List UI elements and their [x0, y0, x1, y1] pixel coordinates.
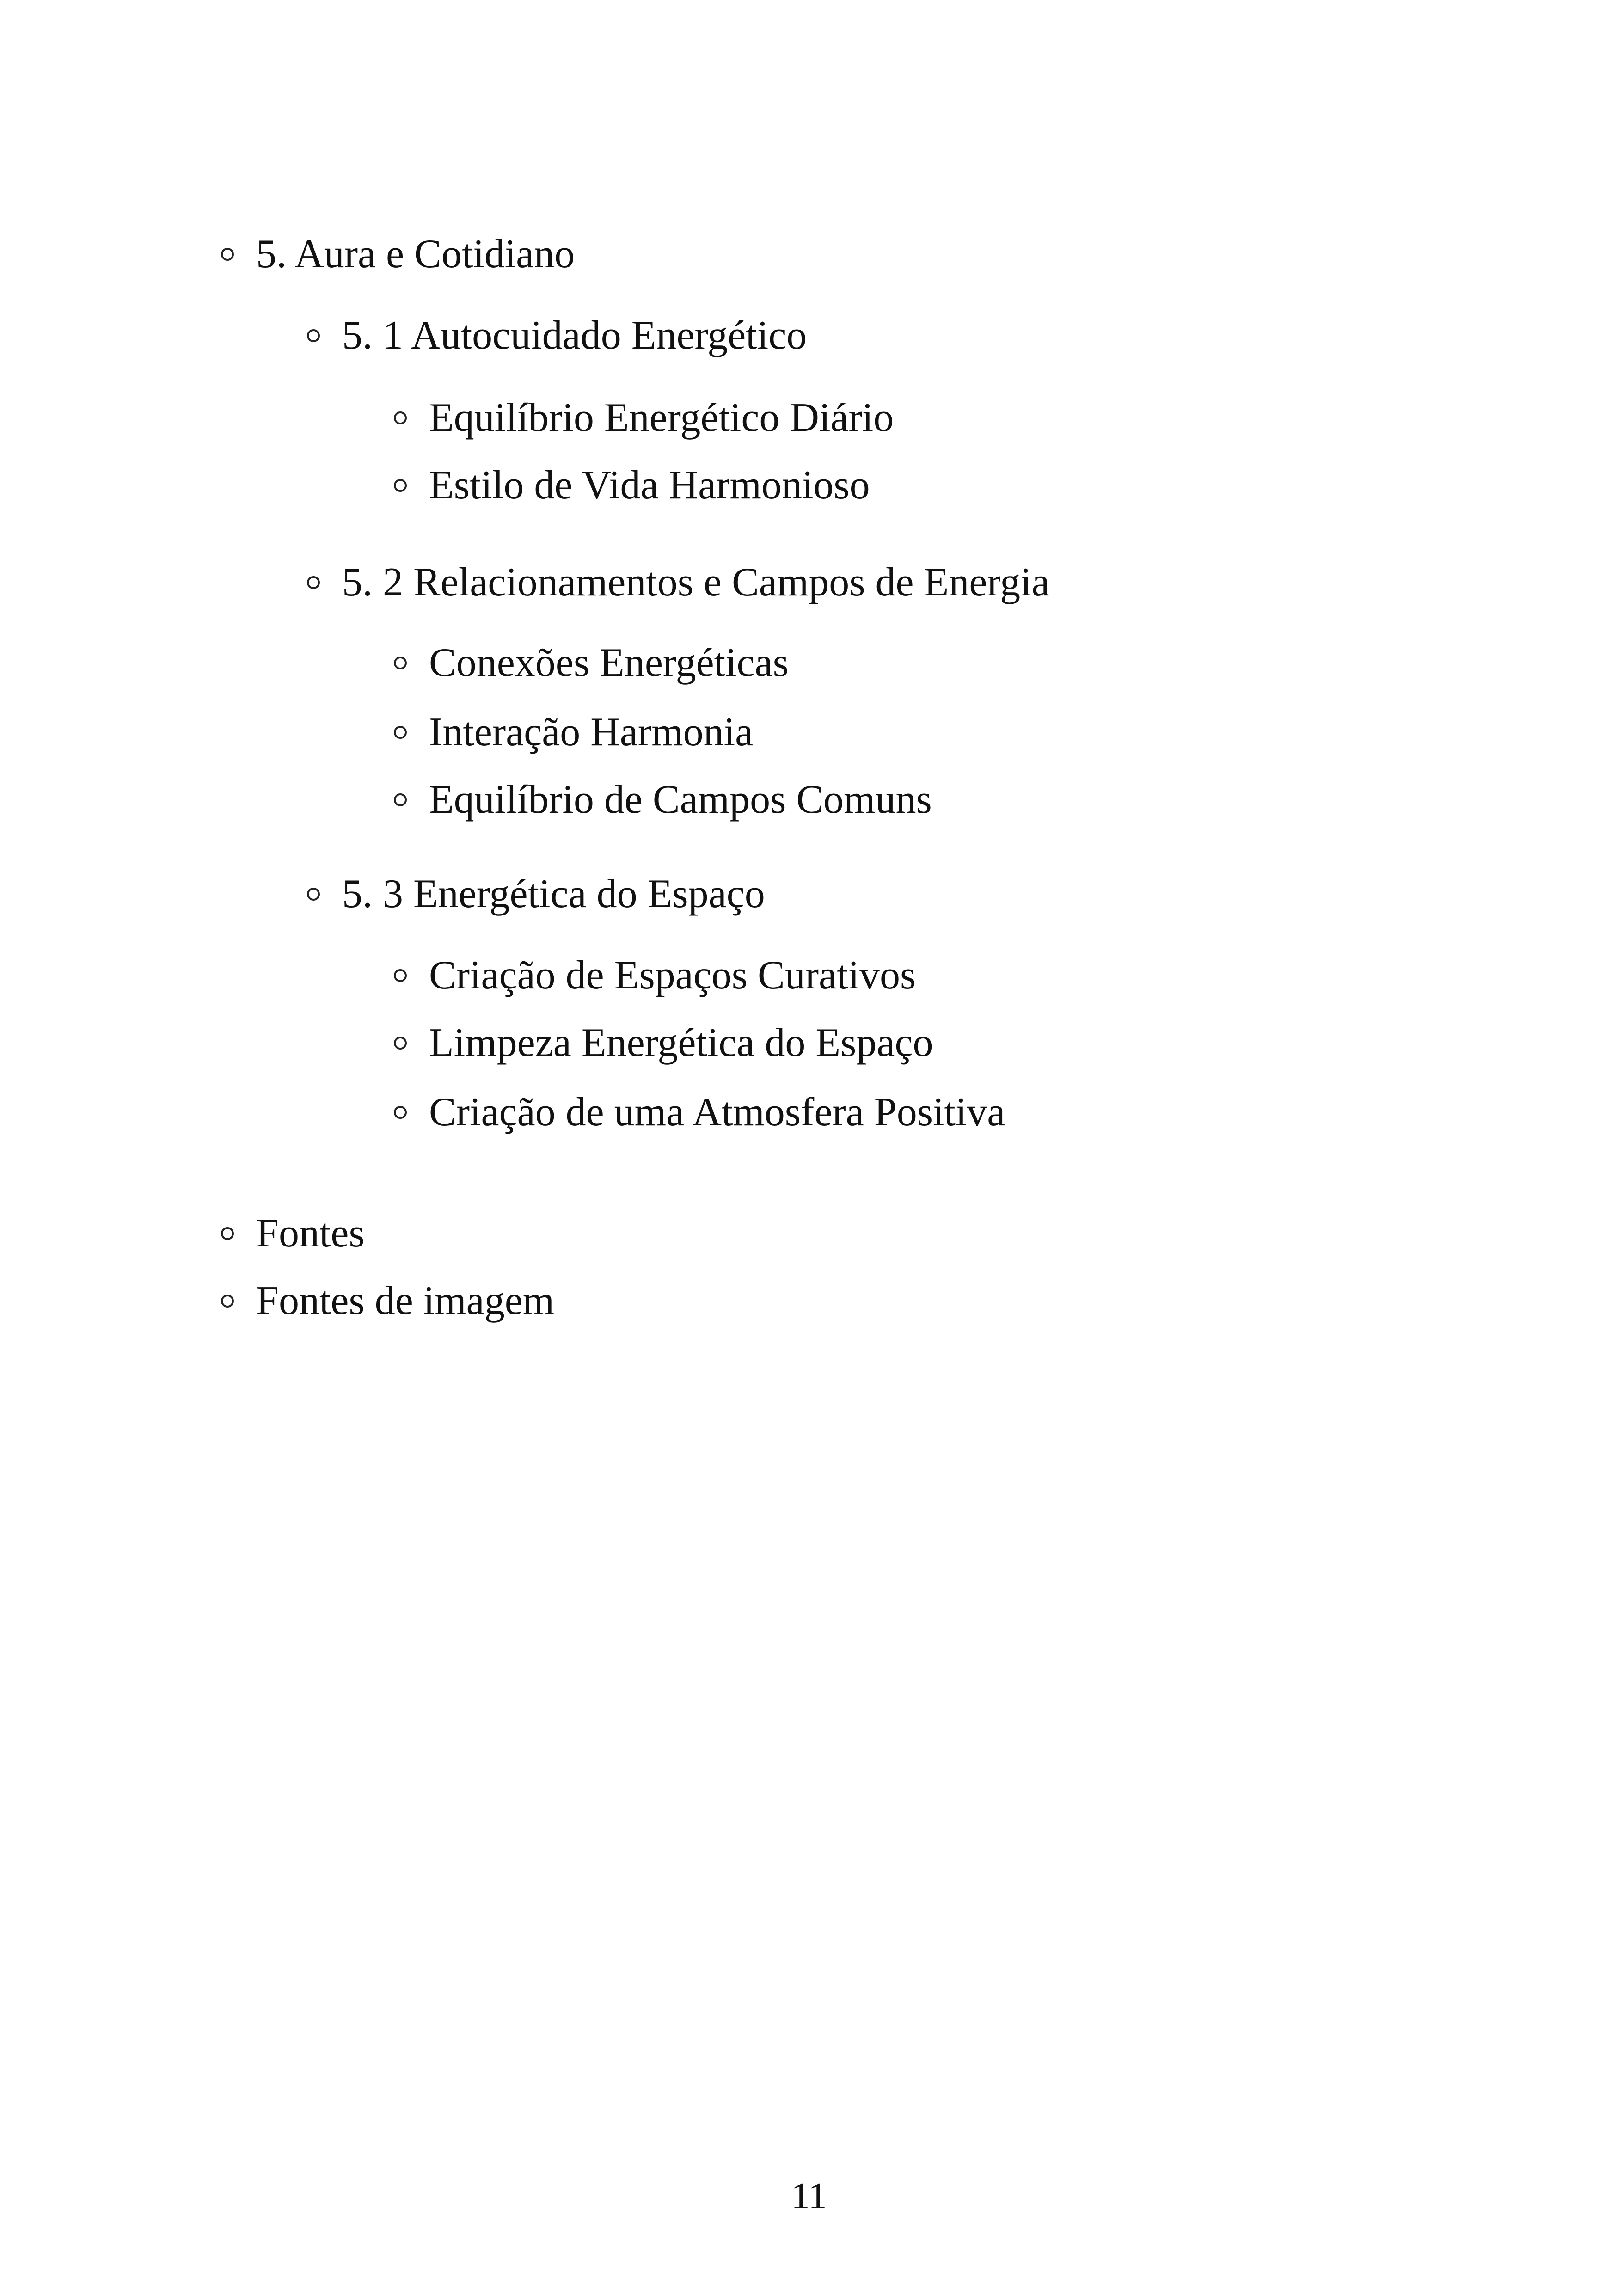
toc-entry-item[interactable]: [394, 777, 932, 823]
circle-bullet-icon: [394, 969, 407, 982]
toc-entry-label: Criação de Espaços Curativos: [429, 953, 916, 998]
circle-bullet-icon: [394, 411, 407, 424]
toc-entry-label: Equilíbrio de Campos Comuns: [429, 777, 932, 822]
toc-entry-label: Interação Harmonia: [429, 710, 754, 755]
toc-entry-label: 5. 2 Relacionamentos e Campos de Energia: [342, 560, 1050, 605]
circle-bullet-icon: [394, 657, 407, 669]
circle-bullet-icon: [394, 1037, 407, 1050]
page-number: 11: [791, 2176, 827, 2216]
toc-entry-item[interactable]: [394, 952, 916, 999]
toc-entry-section-5[interactable]: [221, 231, 575, 277]
toc-entry-label: Equilíbrio Energético Diário: [429, 395, 894, 440]
circle-bullet-icon: [307, 576, 320, 589]
toc-entry-label: Fontes: [256, 1211, 365, 1256]
toc-entry-section-5-2[interactable]: [307, 559, 1050, 606]
toc-entry-sources[interactable]: [221, 1210, 365, 1257]
circle-bullet-icon: [307, 888, 320, 901]
circle-bullet-icon: [394, 726, 407, 739]
circle-bullet-icon: [394, 479, 407, 492]
toc-entry-label: Conexões Energéticas: [429, 640, 789, 685]
toc-entry-item[interactable]: [394, 640, 789, 686]
toc-entry-label: Fontes de imagem: [256, 1278, 555, 1323]
circle-bullet-icon: [394, 1106, 407, 1119]
circle-bullet-icon: [394, 793, 407, 806]
toc-entry-item[interactable]: [394, 1089, 1005, 1136]
toc-entry-item[interactable]: [394, 462, 870, 509]
toc-entry-label: Limpeza Energética do Espaço: [429, 1020, 933, 1065]
toc-entry-label: 5. Aura e Cotidiano: [256, 232, 575, 276]
circle-bullet-icon: [221, 1295, 234, 1308]
toc-entry-label: Criação de uma Atmosfera Positiva: [429, 1090, 1005, 1135]
toc-entry-section-5-1[interactable]: [307, 313, 807, 359]
circle-bullet-icon: [221, 1227, 234, 1240]
circle-bullet-icon: [307, 329, 320, 342]
toc-entry-image-sources[interactable]: [221, 1278, 554, 1324]
toc-entry-item[interactable]: [394, 395, 894, 441]
toc-entry-label: 5. 3 Energética do Espaço: [342, 872, 765, 916]
toc-entry-label: 5. 1 Autocuidado Energético: [342, 313, 807, 358]
circle-bullet-icon: [221, 248, 234, 261]
toc-entry-section-5-3[interactable]: [307, 871, 765, 917]
toc-entry-item[interactable]: [394, 709, 753, 755]
toc-entry-label: Estilo de Vida Harmonioso: [429, 463, 870, 508]
toc-entry-item[interactable]: [394, 1020, 933, 1066]
